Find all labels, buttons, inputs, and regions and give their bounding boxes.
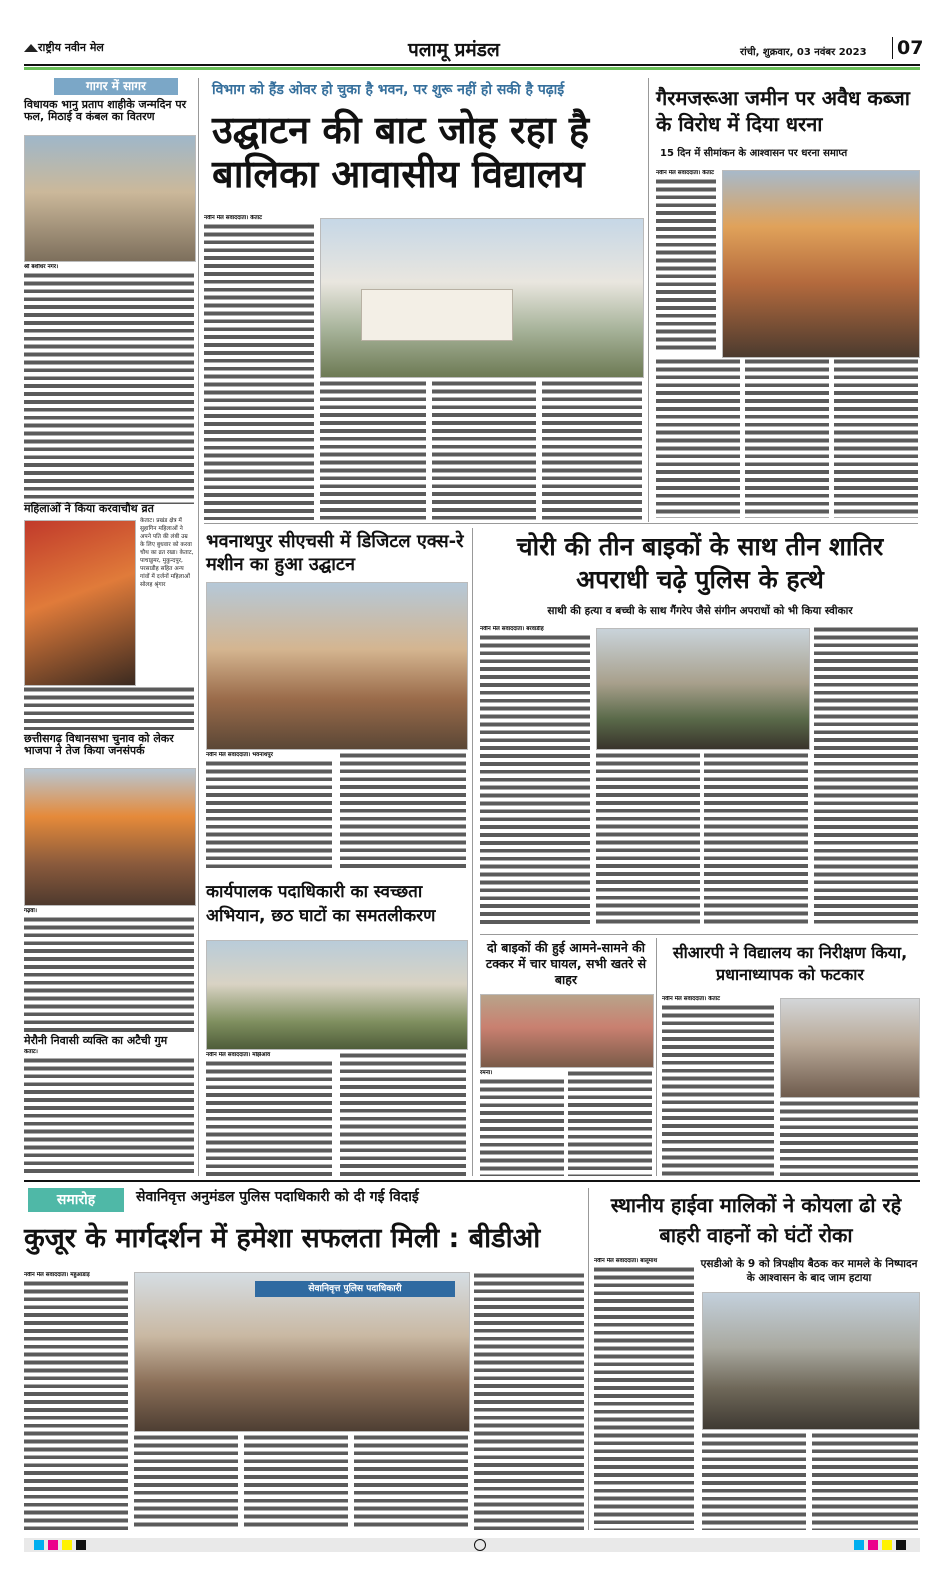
xray-body-col2 — [340, 752, 466, 870]
dharna-body-col2 — [656, 358, 740, 518]
text-lines — [656, 358, 740, 518]
school-building-shape — [361, 289, 513, 341]
page-number: 07 — [892, 37, 923, 59]
dharna-photo — [722, 170, 920, 358]
column-rule-lead — [648, 78, 649, 522]
accident-body-col2 — [568, 1070, 652, 1176]
text-lines — [340, 1052, 466, 1176]
text-lines — [702, 1432, 806, 1530]
left-story1-body — [24, 264, 194, 504]
ghats-body-col2 — [340, 1052, 466, 1176]
lead-body-col2 — [320, 380, 426, 520]
crpf-body-col2 — [780, 1100, 918, 1176]
masthead — [0, 0, 945, 70]
left-story1-dateline: श्री बंशीधर नगर। — [24, 264, 59, 270]
crpf-headline: सीआरपी ने विद्यालय का निरीक्षण किया, प्रधानाध्यापक को फटकार — [672, 943, 908, 984]
row-rule-1 — [204, 523, 918, 524]
lead-body-col3 — [432, 380, 536, 520]
text-lines — [834, 358, 918, 518]
left-story2-photo — [24, 520, 136, 686]
highway-byline: नवीन मेल संवाददाता। बालूमाथ — [594, 1258, 658, 1264]
left-story2-side-text: केताट। प्रखंड क्षेत्र में सुहागिन महिलाओं ने अपने पति की लंबी उम्र के लिए बुधवार को करवा चौथ का व्रत रखा। केताट, पाचाडुमर, मुकुन्दपुर, परसाडीह सहित अन्य गांवों में दर्जनों महिलाओं सोलह श्रृंगार — [140, 518, 194, 588]
theft-headline: चोरी की तीन बाइकों के साथ तीन शातिर अपराधी चढ़े पुलिस के हत्थे — [516, 532, 884, 594]
crpf-byline: नवीन मेल संवाददाता। केताट — [662, 996, 720, 1002]
left-story4-body — [24, 1049, 194, 1174]
print-color-bar — [24, 1538, 920, 1552]
text-lines — [662, 1004, 774, 1176]
text-lines — [704, 752, 808, 926]
text-lines — [24, 916, 194, 1036]
farewell-banner — [255, 1281, 455, 1297]
column-rule-left — [198, 78, 199, 1176]
text-lines — [24, 686, 194, 730]
text-lines — [656, 178, 716, 350]
text-lines — [24, 1057, 194, 1174]
color-swatch-black — [76, 1540, 86, 1550]
registration-mark-icon — [474, 1539, 486, 1551]
text-lines — [568, 1070, 652, 1176]
text-lines — [206, 1060, 332, 1176]
text-lines — [480, 1078, 564, 1176]
text-lines — [542, 380, 642, 520]
farewell-body-col4 — [354, 1434, 468, 1530]
left-story4-dateline: केताट। — [24, 1049, 38, 1055]
farewell-byline: नवीन मेल संवाददाता। महुआडांड़ — [24, 1272, 90, 1278]
accident-dateline: रमना। — [480, 1070, 493, 1076]
farewell-banner-text: सेवानिवृत्त पुलिस पदाधिकारी — [308, 1284, 402, 1294]
text-lines — [814, 626, 918, 926]
color-swatch-yellow-2 — [882, 1540, 892, 1550]
theft-byline: नवीन मेल संवाददाता। बरवाडीह — [480, 626, 544, 632]
column-rule-right — [656, 938, 657, 1176]
theft-body-col3 — [704, 752, 808, 926]
left-story3-photo — [24, 768, 196, 906]
theft-photo — [596, 628, 810, 750]
farewell-kicker: सेवानिवृत्त अनुमंडल पुलिस पदाधिकारी को दी गई विदाई — [136, 1189, 419, 1205]
farewell-body-col5 — [474, 1272, 584, 1530]
text-lines — [432, 380, 536, 520]
accident-body-col1 — [480, 1070, 564, 1176]
crpf-body-col1 — [662, 996, 774, 1176]
color-swatch-yellow — [62, 1540, 72, 1550]
color-swatch-cyan-2 — [854, 1540, 864, 1550]
lead-kicker: विभाग को हैंड ओवर हो चुका है भवन, पर शुरू नहीं हो सकी है पढ़ाई — [212, 82, 565, 98]
text-lines — [204, 223, 314, 520]
xray-photo — [206, 582, 468, 750]
ghats-photo — [206, 940, 468, 1050]
farewell-body-col2 — [134, 1434, 238, 1530]
text-lines — [594, 1266, 694, 1530]
section-rule-bottom — [24, 1180, 920, 1182]
xray-headline: भवनाथपुर सीएचसी में डिजिटल एक्स-रे मशीन का हुआ उद्घाटन — [206, 531, 464, 575]
color-swatch-magenta-2 — [868, 1540, 878, 1550]
theft-subhead: साथी की हत्या व बच्ची के साथ गैंगरेप जैसे संगीन अपराधों को भी किया स्वीकार — [547, 605, 853, 617]
highway-body-col2 — [702, 1432, 806, 1530]
text-lines — [596, 752, 700, 926]
color-swatch-magenta — [48, 1540, 58, 1550]
left-story2-body — [24, 686, 194, 730]
row-rule-2 — [480, 934, 918, 935]
dateline: रांची, शुक्रवार, 03 नवंबर 2023 — [740, 47, 867, 58]
text-lines — [812, 1432, 918, 1530]
dharna-body-col4 — [834, 358, 918, 518]
text-lines — [745, 358, 829, 518]
highway-body-col3 — [812, 1432, 918, 1530]
masthead-rule — [24, 64, 920, 66]
text-lines — [206, 760, 332, 870]
highway-body-col1 — [594, 1258, 694, 1530]
left-story1-photo — [24, 135, 196, 262]
farewell-body-col3 — [244, 1434, 348, 1530]
ghats-byline: नवीन मेल संवाददाता। मझिआंव — [206, 1052, 271, 1058]
brand-logo-icon — [24, 38, 38, 48]
text-lines — [780, 1100, 918, 1176]
dharna-body-col1 — [656, 170, 716, 350]
text-lines — [480, 634, 590, 926]
section-title: पलामू प्रमंडल — [408, 39, 500, 61]
left-story3-body — [24, 908, 194, 1036]
farewell-headline: कुजूर के मार्गदर्शन में हमेशा सफलता मिली : बीडीओ — [24, 1223, 541, 1254]
ghats-headline: कार्यपालक पदाधिकारी का स्वच्छता अभियान, छठ घाटों का समतलीकरण — [206, 882, 436, 926]
farewell-photo — [134, 1272, 470, 1432]
text-lines — [24, 1280, 128, 1530]
color-swatch-cyan — [34, 1540, 44, 1550]
text-lines — [340, 752, 466, 870]
highway-subhead: एसडीओ के 9 को त्रिपक्षीय बैठक कर मामले के निष्पादन के आश्वासन के बाद जाम हटाया — [700, 1258, 918, 1284]
brand-name: राष्ट्रीय नवीन मेल — [38, 41, 104, 54]
text-lines — [24, 272, 194, 504]
text-lines — [474, 1272, 584, 1530]
dharna-headline: गैरमजरूआ जमीन पर अवैध कब्जा के विरोध में दिया धरना — [656, 86, 910, 136]
crpf-photo — [780, 998, 920, 1098]
color-swatch-black-2 — [896, 1540, 906, 1550]
column-rule-mid — [472, 528, 473, 1176]
dharna-body-col3 — [745, 358, 829, 518]
theft-body-col1 — [480, 626, 590, 926]
masthead-rule-green — [24, 67, 920, 70]
accident-photo — [480, 994, 654, 1068]
theft-body-col4 — [814, 626, 918, 926]
xray-byline: नवीन मेल संवाददाता। भवनाथपुर — [206, 752, 273, 758]
text-lines — [134, 1434, 238, 1530]
lead-headline: उद्घाटन की बाट जोह रहा है बालिका आवासीय विद्यालय — [212, 108, 590, 196]
left-story3-headline: छत्तीसगढ़ विधानसभा चुनाव को लेकर भाजपा ने तेज किया जनसंपर्क — [24, 732, 174, 757]
theft-body-col2 — [596, 752, 700, 926]
text-lines — [244, 1434, 348, 1530]
lead-byline: नवीन मेल संवाददाता। केताट — [204, 215, 262, 221]
left-story1-headline: विधायक भानु प्रताप शाहीके जन्मदिन पर फल, मिठाई व कंबल का वितरण — [24, 98, 187, 123]
xray-body-col1 — [206, 752, 332, 870]
left-story4-headline: मेरौनी निवासी व्यक्ति का अटैची गुम — [24, 1034, 168, 1047]
highway-headline: स्थानीय हाईवा मालिकों ने कोयला ढो रहे बाहरी वाहनों को घंटों रोका — [610, 1193, 902, 1247]
lead-body-col4 — [542, 380, 642, 520]
section-label-samaroh: समारोह — [28, 1188, 124, 1212]
dharna-subhead: 15 दिन में सीमांकन के आश्वासन पर धरना समाप्त — [660, 148, 848, 159]
left-story3-dateline: गढ़वा। — [24, 908, 37, 914]
text-lines — [320, 380, 426, 520]
highway-photo — [702, 1292, 920, 1430]
left-story2-headline: महिलाओं ने किया करवाचौथ व्रत — [24, 502, 154, 515]
dharna-byline: नवीन मेल संवाददाता। केताट — [656, 170, 714, 176]
accident-headline: दो बाइकों की हुई आमने-सामने की टक्कर में चार घायल, सभी खतरे से बाहर — [485, 940, 647, 987]
ghats-body-col1 — [206, 1052, 332, 1176]
lead-photo-school — [320, 218, 644, 378]
column-rule-bottom — [588, 1188, 589, 1530]
section-label-gagar: गागर में सागर — [54, 78, 178, 95]
farewell-body-col1 — [24, 1272, 128, 1530]
text-lines — [354, 1434, 468, 1530]
left-story2-side — [140, 517, 194, 684]
lead-body-col1 — [204, 215, 314, 520]
